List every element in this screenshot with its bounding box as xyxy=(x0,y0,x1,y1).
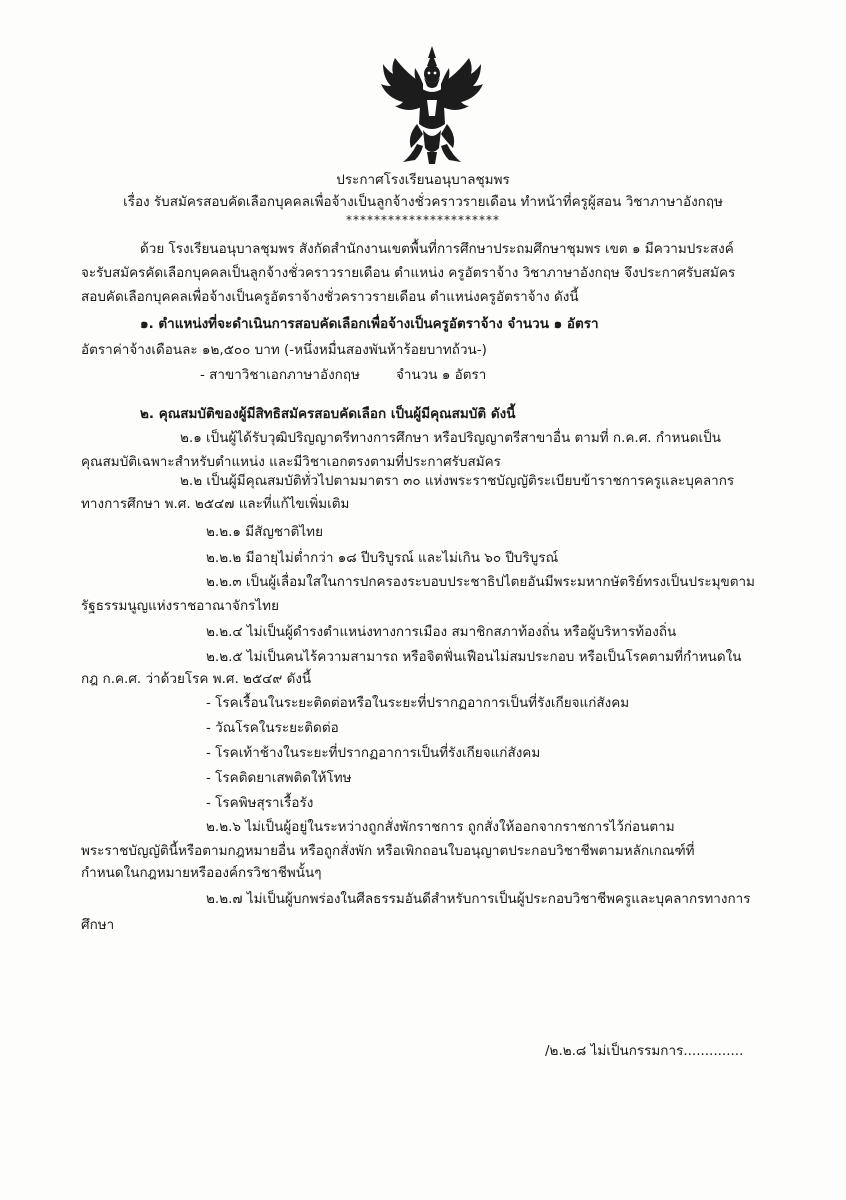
item-2-2-7-line-2: ศึกษา xyxy=(81,917,115,933)
section-2-heading: ๒. คุณสมบัติของผู้มีสิทธิสมัครสอบคัดเลือก เป็นผู้มีคุณสมบัติ ดังนี้ xyxy=(140,406,516,422)
salary-rate: อัตราค่าจ้างเดือนละ ๑๒,๕๐๐ บาท (-หนึ่งหมื่นสองพันห้าร้อยบาทถ้วน-) xyxy=(81,342,487,358)
subject-major: - สาขาวิชาเอกภาษาอังกฤษ xyxy=(200,367,360,383)
announcement-subject: เรื่อง รับสมัครสอบคัดเลือกบุคคลเพื่อจ้างเป็นลูกจ้างชั่วคราวรายเดือน ทำหน้าที่ครูผู้สอน วิชาภาษาอังกฤษ xyxy=(123,194,723,210)
item-2-1-line-1: ๒.๑ เป็นผู้ได้รับวุฒิปริญญาตรีทางการศึกษา หรือปริญญาตรีสาขาอื่น ตามที่ ก.ค.ศ. กำหนดเป็น xyxy=(180,430,721,446)
intro-line-1: ด้วย โรงเรียนอนุบาลชุมพร สังกัดสำนักงานเขตพื้นที่การศึกษาประถมศึกษาชุมพร เขต ๑ มีความประสงค์ xyxy=(140,241,734,257)
item-2-2-3-line-2: รัฐธรรมนูญแห่งราชอาณาจักรไทย xyxy=(81,598,279,614)
item-2-2-2: ๒.๒.๒ มีอายุไม่ต่ำกว่า ๑๘ ปีบริบูรณ์ และไม่เกิน ๖๐ ปีบริบูรณ์ xyxy=(206,550,559,566)
subject-position-count: จำนวน ๑ อัตรา xyxy=(396,367,487,383)
intro-line-3: สอบคัดเลือกบุคคลเพื่อจ้างเป็นครูอัตราจ้างชั่วคราวรายเดือน ตำแหน่งครูอัตราจ้าง ดังนี้ xyxy=(81,289,579,305)
item-2-2-3-line-1: ๒.๒.๓ เป็นผู้เลื่อมใสในการปกครองระบอบประชาธิปไตยอันมีพระมหากษัตริย์ทรงเป็นประมุขตาม xyxy=(206,574,755,590)
item-2-2-6-line-1: ๒.๒.๖ ไม่เป็นผู้อยู่ในระหว่างถูกสั่งพักราชการ ถูกสั่งให้ออกจากราชการไว้ก่อนตาม xyxy=(206,819,675,835)
section-1-heading: ๑. ตำแหน่งที่จะดำเนินการสอบคัดเลือกเพื่อจ้างเป็นครูอัตราจ้าง จำนวน ๑ อัตรา xyxy=(140,316,599,332)
continuation-note: /๒.๒.๘ ไม่เป็นกรรมการ.............. xyxy=(545,1043,744,1059)
item-2-2-6-line-2: พระราชบัญญัตินี้หรือตามกฎหมายอื่น หรือถูกสั่งพัก หรือเพิกถอนใบอนุญาตประกอบวิชาชีพตามหลักเกณฑ์ที่ xyxy=(81,843,695,859)
item-2-2-1: ๒.๒.๑ มีสัญชาติไทย xyxy=(206,524,323,540)
item-2-1-line-2: คุณสมบัติเฉพาะสำหรับตำแหน่ง และมีวิชาเอกตรงตามที่ประกาศรับสมัคร xyxy=(81,454,501,470)
disease-item-5: - โรคพิษสุราเรื้อรัง xyxy=(206,795,314,811)
disease-item-2: - วัณโรคในระยะติดต่อ xyxy=(206,720,339,736)
item-2-2-5-line-1: ๒.๒.๕ ไม่เป็นคนไร้ความสามารถ หรือจิตฟั่นเฟือนไม่สมประกอบ หรือเป็นโรคตามที่กำหนดใน xyxy=(206,649,742,665)
announcement-title: ประกาศโรงเรียนอนุบาลชุมพร xyxy=(336,172,510,188)
intro-line-2: จะรับสมัครคัดเลือกบุคคลเป็นลูกจ้างชั่วคราวรายเดือน ตำแหน่ง ครูอัตราจ้าง วิชาภาษาอังกฤษ จึงประกาศรับสมัคร xyxy=(81,265,736,281)
disease-item-3: - โรคเท้าช้างในระยะที่ปรากฏอาการเป็นที่รังเกียจแก่สังคม xyxy=(206,745,541,761)
disease-item-4: - โรคติดยาเสพติดให้โทษ xyxy=(206,770,352,786)
item-2-2-5-line-2: กฎ ก.ค.ศ. ว่าด้วยโรค พ.ศ. ๒๕๔๙ ดังนี้ xyxy=(81,671,312,687)
divider-asterisks: ********************** xyxy=(346,213,500,227)
garuda-emblem-icon xyxy=(377,44,487,166)
item-2-2-line-2: ทางการศึกษา พ.ศ. ๒๕๔๗ และที่แก้ไขเพิ่มเติม xyxy=(81,496,350,512)
item-2-2-4: ๒.๒.๔ ไม่เป็นผู้ดำรงตำแหน่งทางการเมือง สมาชิกสภาท้องถิ่น หรือผู้บริหารท้องถิ่น xyxy=(206,624,677,640)
disease-item-1: - โรคเรื้อนในระยะติดต่อหรือในระยะที่ปรากฏอาการเป็นที่รังเกียจแก่สังคม xyxy=(206,695,630,711)
item-2-2-line-1: ๒.๒ เป็นผู้มีคุณสมบัติทั่วไปตามมาตรา ๓๐ แห่งพระราชบัญญัติระเบียบข้าราชการครูและบุคลากร xyxy=(180,473,735,489)
item-2-2-7-line-1: ๒.๒.๗ ไม่เป็นผู้บกพร่องในศีลธรรมอันดีสำหรับการเป็นผู้ประกอบวิชาชีพครูและบุคลากรทางการ xyxy=(206,891,751,907)
item-2-2-6-line-3: กำหนดในกฎหมายหรือองค์กรวิชาชีพนั้นๆ xyxy=(81,865,322,881)
